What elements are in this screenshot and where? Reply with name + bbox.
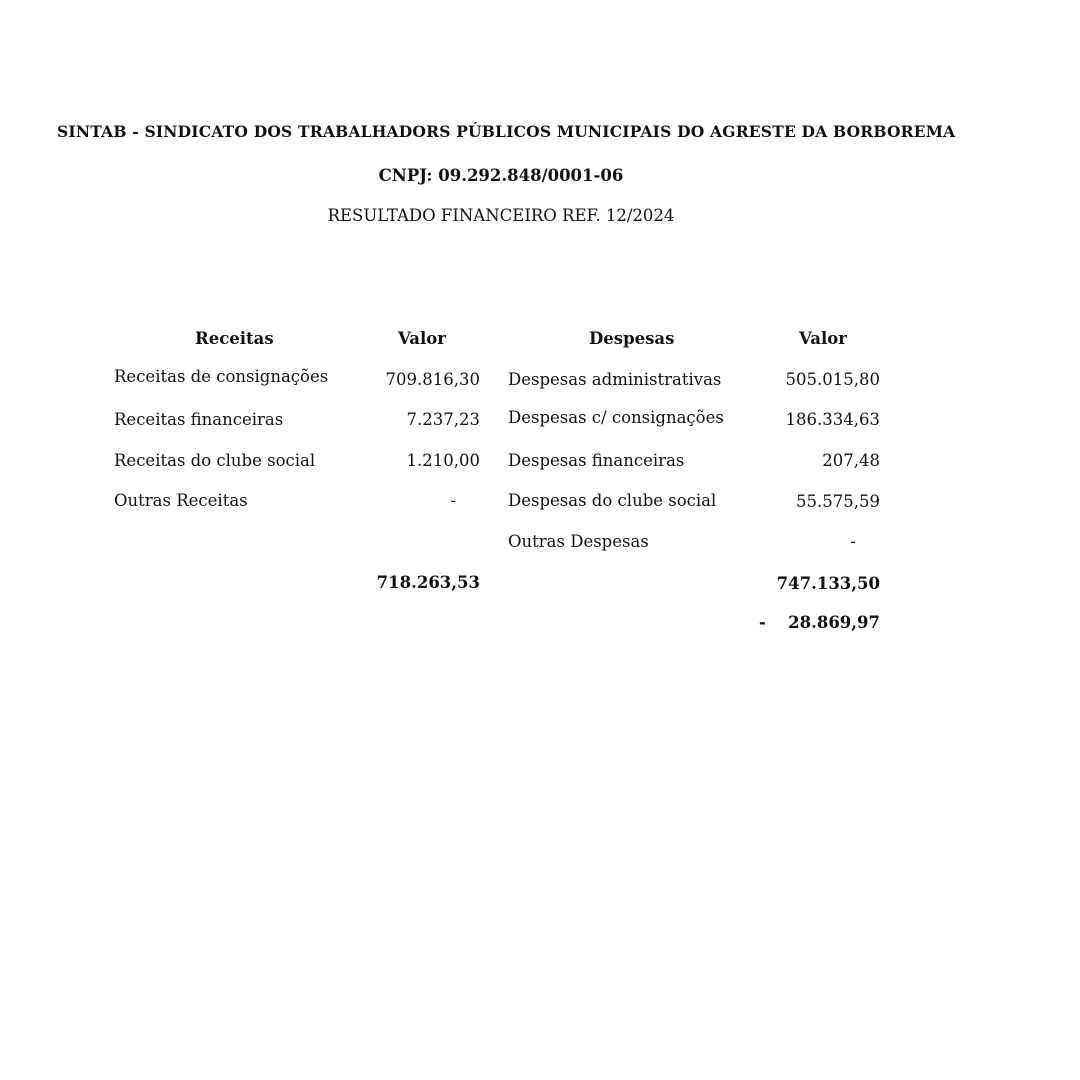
total-despesas: 747.133,50 [776,574,880,593]
despesa-label: Despesas do clube social [508,491,717,510]
despesa-value: 186.334,63 [785,410,880,429]
header-receitas: Receitas [195,329,274,348]
resultado-sign: - [759,613,766,632]
receita-label: Receitas do clube social [114,451,316,470]
despesa-value: 55.575,59 [796,492,880,511]
header-despesas: Despesas [589,329,675,348]
cnpj-line: CNPJ: 09.292.848/0001-06 [378,166,624,185]
receita-label: Outras Receitas [114,491,248,510]
despesa-label: Outras Despesas [508,532,649,551]
despesa-value: 505.015,80 [785,370,880,389]
despesa-label: Despesas financeiras [508,451,685,470]
despesa-value: - [850,532,856,551]
header-valor-despesas: Valor [799,329,847,348]
receita-value: 1.210,00 [406,451,480,470]
receita-value: 709.816,30 [385,370,480,389]
report-reference: RESULTADO FINANCEIRO REF. 12/2024 [327,206,675,225]
receita-value: 7.237,23 [406,410,480,429]
document-title: SINTAB - SINDICATO DOS TRABALHADORS PÚBLICOS MUNICIPAIS DO AGRESTE DA BORBOREMA [57,122,956,141]
receita-label: Receitas financeiras [114,410,284,429]
despesa-value: 207,48 [822,451,880,470]
resultado-value: 28.869,97 [788,613,880,632]
total-receitas: 718.263,53 [376,573,480,592]
receita-value: - [450,491,456,510]
header-valor-receitas: Valor [398,329,446,348]
despesa-label: Despesas administrativas [508,370,722,389]
despesa-label: Despesas c/ consignações [508,408,724,427]
receita-label: Receitas de consignações [114,367,329,386]
